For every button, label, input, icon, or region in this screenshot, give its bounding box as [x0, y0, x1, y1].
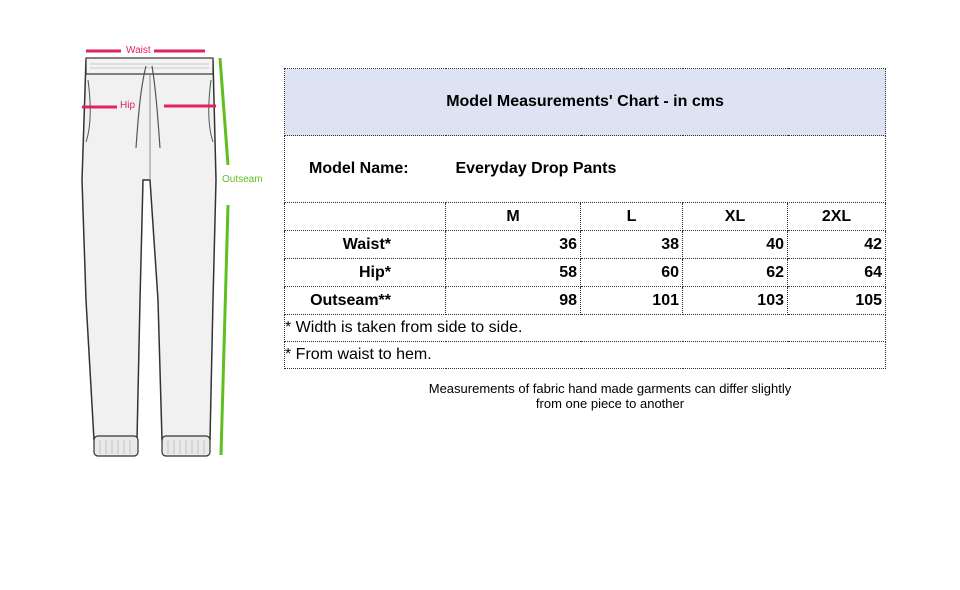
model-name-row: [285, 136, 886, 203]
table-row: [285, 287, 886, 315]
waist-label: Waist: [126, 45, 151, 56]
disclaimer: [380, 381, 840, 411]
size-header: M: [446, 203, 581, 231]
table-cell: 98: [446, 287, 581, 315]
table-cell: 105: [788, 287, 886, 315]
table-cell: 101: [581, 287, 683, 315]
model-name-label: Model Name:: [309, 160, 409, 177]
table-cell: 40: [683, 231, 788, 259]
table-cell: 62: [683, 259, 788, 287]
table-cell: 42: [788, 231, 886, 259]
table-cell: 64: [788, 259, 886, 287]
table-cell: 38: [581, 231, 683, 259]
model-name-value: Everyday Drop Pants: [455, 160, 617, 177]
table-title-row: [285, 69, 886, 136]
size-header-row: [285, 203, 886, 231]
row-label: Hip*: [285, 259, 446, 287]
table-cell: 60: [581, 259, 683, 287]
table-row: [285, 259, 886, 287]
cuff-left: [94, 436, 138, 456]
table-cell: 103: [683, 287, 788, 315]
size-header: L: [581, 203, 683, 231]
size-header: 2XL: [788, 203, 886, 231]
hip-label: Hip: [120, 100, 136, 111]
note-row: [285, 342, 886, 369]
table-cell: 36: [446, 231, 581, 259]
waistband: [86, 58, 213, 74]
table-title: Model Measurements' Chart - in cms: [285, 69, 886, 136]
disclaimer-line: Measurements of fabric hand made garments can differ slightly: [428, 381, 792, 396]
pants-drawing: [0, 0, 290, 585]
disclaimer-line: from one piece to another: [535, 396, 685, 411]
row-label: Waist*: [285, 231, 446, 259]
table-row: [285, 231, 886, 259]
pants-outline: [82, 60, 216, 440]
outseam-label: Outseam: [222, 174, 263, 185]
note-row: [285, 315, 886, 342]
outseam-measure-line: [220, 58, 228, 165]
table-cell: 58: [446, 259, 581, 287]
row-label: Outseam**: [285, 287, 446, 315]
pants-illustration: [0, 0, 290, 585]
measurement-table: [284, 68, 886, 369]
corner-cell: [285, 203, 446, 231]
width-note: * Width is taken from side to side.: [285, 315, 886, 342]
size-header: XL: [683, 203, 788, 231]
outseam-note: * From waist to hem.: [285, 342, 886, 369]
